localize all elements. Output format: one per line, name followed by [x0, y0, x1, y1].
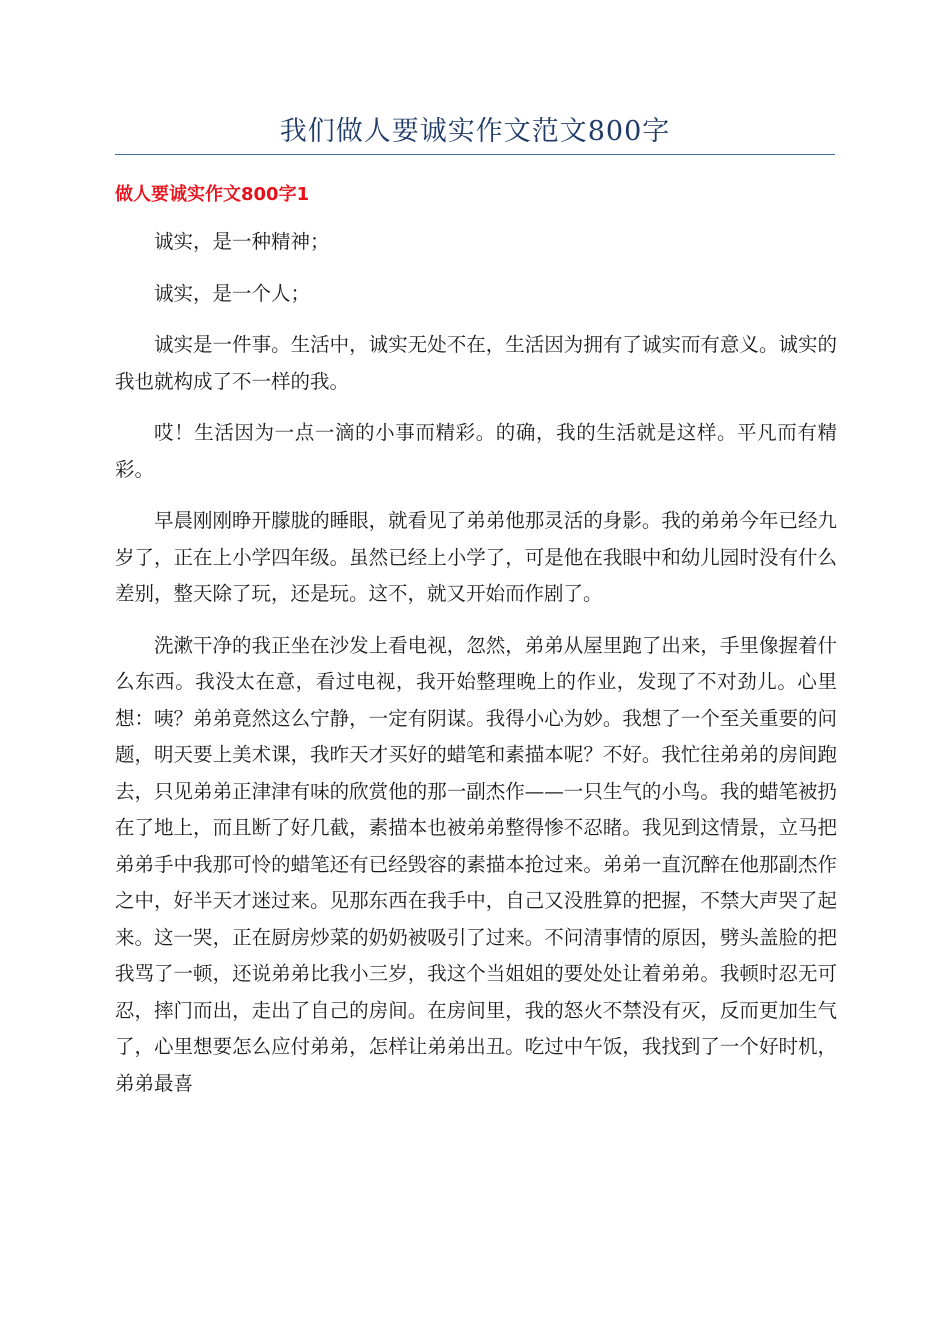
- paragraph: 洗漱干净的我正坐在沙发上看电视，忽然，弟弟从屋里跑了出来，手里像握着什么东西。我没太在意，看过电视，我开始整理晚上的作业，发现了不对劲儿。心里想：咦？弟弟竟然这么宁静，一定有阴谋。我得小心为妙。我想了一个至关重要的问题，明天要上美术课，我昨天才买好的蜡笔和素描本呢？不好。我忙往弟弟的房间跑去，只见弟弟正津津有味的欣赏他的那一副杰作——一只生气的小鸟。我的蜡笔被扔在了地上，而且断了好几截，素描本也被弟弟整得惨不忍睹。我见到这情景，立马把弟弟手中我那可怜的蜡笔还有已经毁容的素描本抢过来。弟弟一直沉醉在他那副杰作之中，好半天才迷过来。见那东西在我手中，自己又没胜算的把握，不禁大声哭了起来。这一哭，正在厨房炒菜的奶奶被吸引了过来。不问清事情的原因，劈头盖脸的把我骂了一顿，还说弟弟比我小三岁，我这个当姐姐的要处处让着弟弟。我顿时忍无可忍，摔门而出，走出了自己的房间。在房间里，我的怒火不禁没有灭，反而更加生气了，心里想要怎么应付弟弟，怎样让弟弟出丑。吃过中午饭，我找到了一个好时机，弟弟最喜: [115, 633, 837, 1095]
- paragraph: 哎！生活因为一点一滴的小事而精彩。的确，我的生活就是这样。平凡而有精彩。: [115, 421, 837, 481]
- document-title: 我们做人要诚实作文范文800字: [279, 116, 671, 147]
- document-body: [115, 194, 837, 1117]
- paragraph: 诚实，是一个人；: [154, 281, 311, 305]
- paragraph: 诚实是一件事。生活中，诚实无处不在，生活因为拥有了诚实而有意义。诚实的我也就构成了不一样的我。: [115, 333, 837, 393]
- paragraph: 诚实，是一种精神；: [154, 230, 330, 253]
- paragraph: 早晨刚刚睁开朦胧的睡眼，就看见了弟弟他那灵活的身影。我的弟弟今年已经九岁了，正在上小学四年级。虽然已经上小学了，可是他在我眼中和幼儿园时没有什么差别，整天除了玩，还是玩。这不，就又开始而作剧了。: [115, 509, 837, 605]
- title-underline: [115, 154, 835, 155]
- section-heading: 做人要诚实作文800字1: [115, 184, 310, 205]
